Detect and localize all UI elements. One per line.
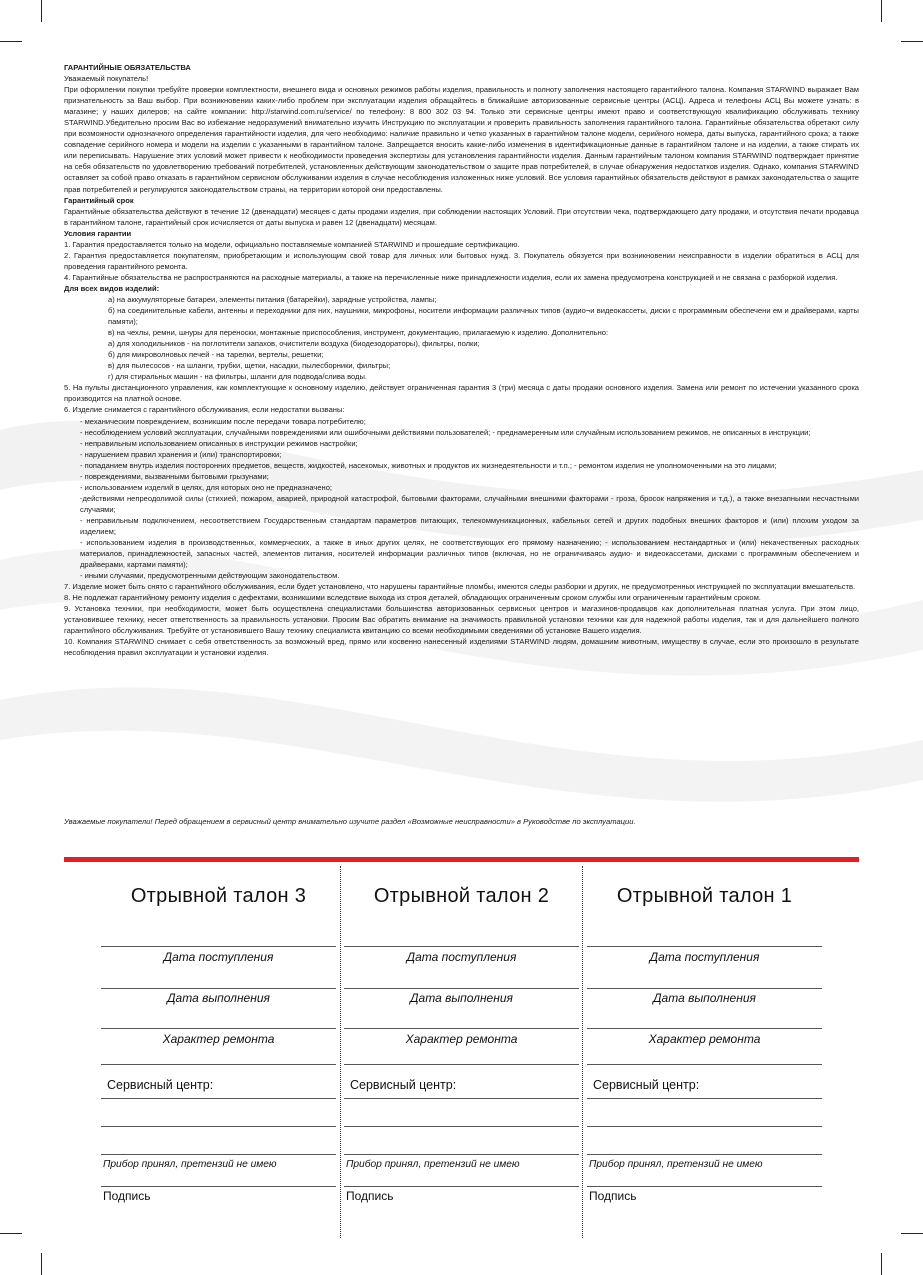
list-item: г) для стиральных машин - на фильтры, шланги для подвода/слива воды.	[108, 372, 367, 382]
service-center-label: Сервисный центр:	[593, 1078, 700, 1092]
field-line	[344, 988, 579, 989]
field-line	[344, 1154, 579, 1155]
field-line	[101, 1186, 336, 1187]
date-received-label: Дата поступления	[406, 950, 517, 964]
date-done-label: Дата выполнения	[653, 991, 756, 1005]
list-item: а) на аккумуляторные батареи, элементы питания (батарейки), зарядные устройства, лампы;	[108, 294, 437, 304]
date-done-label: Дата выполнения	[410, 991, 513, 1005]
crop-mark	[0, 1233, 22, 1234]
condition-1: 1. Гарантия предоставляется только на модели, официально поставляемые компанией STARWIND и прошедшие сертификацию.	[64, 239, 520, 249]
field-line	[344, 1098, 579, 1099]
coupon-3	[101, 866, 336, 1238]
greeting: Уважаемый покупатель!	[64, 74, 149, 84]
field-line	[587, 1028, 822, 1029]
field-line	[344, 1126, 579, 1127]
field-line	[101, 1126, 336, 1127]
date-received-label: Дата поступления	[163, 950, 274, 964]
field-line	[344, 1186, 579, 1187]
field-line	[587, 1098, 822, 1099]
field-line	[101, 946, 336, 947]
note-text: Уважаемые покупатели! Перед обращением в сервисный центр внимательно изучите раздел «Возможные неисправности» в Руководстве по эксплуатации.	[64, 817, 636, 826]
list-item: - попаданием внутрь изделия посторонних предметов, веществ, жидкостей, насекомых, животных и продуктов их жизнедеятельности и т.п.; - ремонтом изделия не уполномоченными на это лицами;	[80, 460, 777, 470]
service-center-label: Сервисный центр:	[107, 1078, 214, 1092]
field-line	[587, 1154, 822, 1155]
list-item: б) для микроволновых печей - на тарелки, вертелы, решетки;	[108, 350, 324, 360]
list-item: - иными случаями, предусмотренными действующим законодательством.	[80, 571, 340, 581]
crop-mark	[881, 0, 882, 22]
field-line	[587, 1064, 822, 1065]
list-item: - несоблюдением условий эксплуатации, случайными повреждениями или ошибочными действиями пользователей; - преднамеренным или случайным использованием режимов, не описанных в инструкции;	[80, 427, 811, 437]
condition-10: 10. Компания STARWIND снимает с себя ответственность за возможный вред, прямо или косвенно нанесенный изделиями STARWIND людям, домашним животным, имуществу в случае, если это произошло в результате несоблюдения правил эксплуатации и установки изделия.	[64, 637, 859, 658]
crop-mark	[901, 1233, 923, 1234]
intro-paragraph: При оформлении покупки требуйте проверки комплектности, внешнего вида и основных режимов работы изделия, правильность и полноту заполнения настоящего гарантийного талона. Компания STARWIND выражает Вам признательность за Ваш выбор. При возникновении каких-либо проблем при эксплуатации изделия обращайтесь в ближайшие авторизованные сервисные центры (АСЦ). Адреса и телефоны АСЦ Вы можете узнать: в магазине; у наших дилеров; на сайте компании: http://starwind.com.ru/service/ по телефону: 8 800 302 03 94. Только эти сервисные центры имеют право и соответствующую квалификацию обслуживать технику STARWIND.Убедительно просим Вас во избежание недоразумений внимательно изучить Инструкцию по эксплуатации и проверить правильность заполнения гарантийного талона. Гарантийные обязательства обретают силу при возможности однозначного определения гарантийности изделия, для чего необходимо: наличие правильно и четко указанных в гарантийном талоне модели, серийного номера, даты выпуска, гарантийного срока; а также совпадение серийного номера и модели на изделии с указанными в гарантийном талоне. Запрещается вносить какие-либо изменения в идентификационные данные в гарантийном талоне и на изделии, а также стирать их или переписывать. Нарушение этих условий может привести к необходимости проведения экспертизы для установления гарантийности изделия. Данным гарантийным талоном компания STARWIND подтверждает принятие на себя обязательств по удовлетворению требований потребителей, установленных действующим законодательством о защите прав потребителей, в случае обнаружения недостатков изделия. Однако, компания STARWIND оставляет за собой право отказать в гарантийном сервисном обслуживании изделия в случае несоблюдения изложенных ниже условий. Все условия гарантийных обязательств действуют в рамках законодательства о защите прав потребителей и регулируются законодательством страны, на территории которой они предоставлены.	[64, 85, 859, 194]
field-line	[344, 946, 579, 947]
list-item: - неправильным подключением, несоответствием Государственным стандартам параметров питающих, телекоммуникационных, кабельных сетей и других подобных внешних факторов и (или) плохим уходом за изделием;	[80, 515, 859, 536]
field-line	[101, 988, 336, 989]
repair-type-label: Характер ремонта	[405, 1032, 518, 1046]
field-line	[344, 1064, 579, 1065]
accepted-label: Прибор принял, претензий не имею	[103, 1159, 277, 1170]
field-line	[587, 988, 822, 989]
signature-label: Подпись	[103, 1189, 151, 1203]
field-line	[101, 1028, 336, 1029]
date-received-label: Дата поступления	[649, 950, 760, 964]
field-line	[101, 1064, 336, 1065]
coupon-2	[344, 866, 579, 1238]
field-line	[587, 946, 822, 947]
list-item: в) на чехлы, ремни, шнуры для переноски, монтажные приспособления, инструмент, документацию, прилагаемую к изделию. Дополнительно:	[108, 328, 609, 338]
condition-2: 2. Гарантия предоставляется покупателям, приобретающим и использующим свой товар для личных или бытовых нужд. 3. Покупатель обязуется при возникновении неисправности в изделии обратиться в АСЦ для проведения гарантийного ремонта.	[64, 250, 859, 271]
accepted-label: Прибор принял, претензий не имею	[346, 1159, 520, 1170]
list-item: - нарушением правил хранения и (или) транспортировки;	[80, 449, 282, 459]
coupon-title: Отрывной талон 1	[616, 885, 793, 907]
coupon-title: Отрывной талон 2	[373, 885, 550, 907]
list-item: - использованием изделия в производственных, коммерческих, а также в иных других целях, не соответствующих его прямому назначению; - использованием нестандартных и (или) некачественных расходных материалов, принадлежностей, запасных частей, элементов питания, носителей информации различных типов (включая, но не ограничиваясь аудио- и видеокассетами, дисками с программным обеспечением и драйверами, картами памяти);	[80, 538, 859, 570]
list-item: в) для пылесосов - на шланги, трубки, щетки, насадки, пылесборники, фильтры;	[108, 361, 391, 371]
term-paragraph: Гарантийные обязательства действуют в течение 12 (двенадцати) месяцев с даты продажи изделия, при соблюдении настоящих Условий. При отсутствии чека, подтверждающего дату продажи, и отсутствия печати продавца в гарантийном талоне, гарантийный срок исчисляется от даты выпуска и равен 12 (двенадцати) месяцам.	[64, 206, 859, 227]
crop-mark	[41, 0, 42, 22]
condition-7: 7. Изделие может быть снято с гарантийного обслуживания, если будет установлено, что нарушены гарантийные пломбы, имеются следы разборки и других, не предусмотренных инструкцией по эксплуатации вмешательств.	[64, 582, 856, 592]
condition-4: 4. Гарантийные обязательства не распространяются на расходные материалы, а также на перечисленные ниже принадлежности изделия, если их замена предусмотрена конструкцией и не связана с разборкой изделия.	[64, 272, 838, 282]
condition-6: 6. Изделие снимается с гарантийного обслуживания, если недостатки вызваны:	[64, 405, 345, 415]
list-item: -действиями непреодолимой силы (стихией, пожаром, аварией, природной катастрофой, бытовыми факторами, случайными внешними факторами - гроза, бросок напряжения и т.д.), а также внезапными несчастными случаями;	[80, 493, 859, 514]
signature-label: Подпись	[346, 1189, 394, 1203]
list-item: а) для холодильников - на поглотители запахов, очистители воздуха (биодезодораторы), фильтры, полки;	[108, 339, 480, 349]
list-item: б) на соединительные кабели, антенны и переходники для них, наушники, микрофоны, носители информации различных типов (аудио¬и видеокассеты, диски с программным обеспечени ем и драйверами, карты памяти);	[108, 306, 859, 327]
field-line	[101, 1154, 336, 1155]
date-done-label: Дата выполнения	[167, 991, 270, 1005]
tear-line	[582, 866, 583, 1238]
field-line	[101, 1098, 336, 1099]
crop-mark	[41, 1253, 42, 1275]
accepted-label: Прибор принял, претензий не имею	[589, 1159, 763, 1170]
document-title: ГАРАНТИЙНЫЕ ОБЯЗАТЕЛЬСТВА	[64, 63, 191, 72]
conditions-heading: Условия гарантии	[64, 228, 132, 238]
coupon-1	[587, 866, 822, 1238]
service-center-label: Сервисный центр:	[350, 1078, 457, 1092]
crop-mark	[881, 1253, 882, 1275]
field-line	[344, 1028, 579, 1029]
tear-line	[340, 866, 341, 1238]
list-item: - механическим повреждением, возникшим после передачи товара потребителю;	[80, 416, 366, 426]
crop-mark	[0, 41, 22, 42]
all-types-heading: Для всех видов изделий:	[64, 283, 160, 293]
condition-9: 9. Установка техники, при необходимости, может быть осуществлена специалистами большинства авторизованных сервисных центров и магазинов-продавцов как дополнительная платная услуга. При этом лицо, установившее технику, несет ответственность за правильность установки. Просим Вас обратить внимание на значимость правильной установки техники как для надежной работы изделия, так и для дальнейшего полного гарантийного обслуживания. Требуйте от установившего Вашу технику специалиста квитанцию со всеми необходимыми сведениями об установке Вашего изделия.	[64, 604, 859, 636]
list-item: - использованием изделий в целях, для которых оно не предназначено;	[80, 482, 332, 492]
condition-5: 5. На пульты дистанционного управления, как комплектующие к основному изделию, действует ограниченная гарантия 3 (три) месяца с даты продажи основного изделия. Замена или ремонт по истечении указанного срока производится на платной основе.	[64, 383, 859, 404]
field-line	[587, 1126, 822, 1127]
red-divider	[64, 857, 859, 862]
list-item: - повреждениями, вызванными бытовыми грызунами;	[80, 471, 269, 481]
term-heading: Гарантийный срок	[64, 195, 134, 205]
repair-type-label: Характер ремонта	[162, 1032, 275, 1046]
repair-type-label: Характер ремонта	[648, 1032, 761, 1046]
condition-8: 8. Не подлежат гарантийному ремонту изделия с дефектами, возникшими вследствие выхода из строя деталей, обладающих ограниченным сроком службы или ограниченным гарантийным сроком.	[64, 593, 761, 603]
list-item: - неправильным использованием описанных в инструкции режимов настройки;	[80, 438, 358, 448]
signature-label: Подпись	[589, 1189, 637, 1203]
field-line	[587, 1186, 822, 1187]
coupon-title: Отрывной талон 3	[130, 885, 307, 907]
warranty-text	[64, 62, 859, 659]
crop-mark	[901, 41, 923, 42]
